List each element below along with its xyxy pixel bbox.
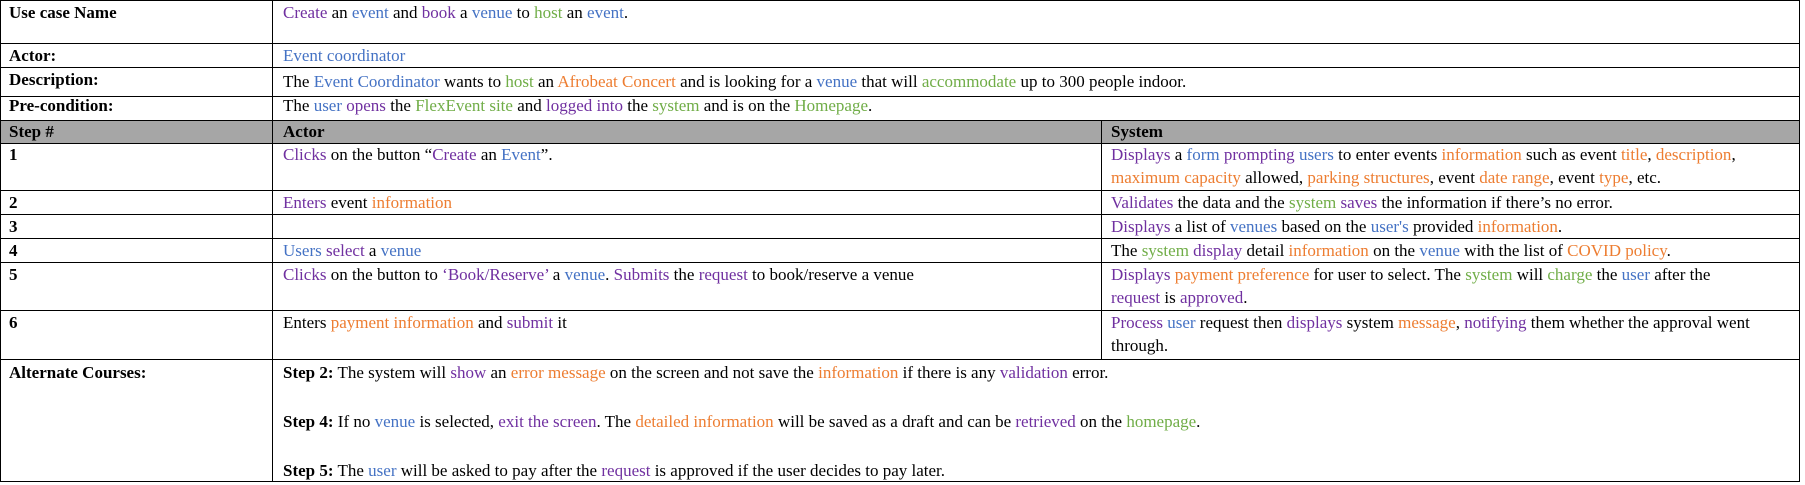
text-run: event	[587, 3, 624, 22]
step-number: 6	[9, 313, 18, 332]
actor-value	[283, 44, 405, 67]
text-run: exit the screen	[498, 412, 597, 431]
text-run: system	[1288, 193, 1337, 212]
step-system-text	[1111, 166, 1661, 189]
rule	[272, 0, 273, 482]
text-run: venue	[380, 241, 422, 260]
text-run: a	[364, 241, 381, 260]
text-run: and is on the	[699, 96, 795, 115]
text-run: allowed,	[1240, 168, 1308, 187]
text-run: to	[512, 3, 535, 22]
text-run: parking structures	[1307, 168, 1430, 187]
text-run: wants to	[439, 72, 506, 91]
text-run: the data and the	[1173, 193, 1289, 212]
text-run: user	[1621, 265, 1650, 284]
step-number: 3	[9, 217, 18, 236]
step-system-text	[1111, 334, 1168, 357]
text-run: a	[455, 3, 472, 22]
text-run: up to 300 people indoor.	[1016, 72, 1187, 91]
text-run: Create	[283, 3, 328, 22]
text-run: display	[1193, 241, 1243, 260]
text-run: on the button “	[326, 145, 433, 164]
use-case-name-value	[283, 1, 628, 24]
text-run: error message	[510, 363, 606, 382]
rule	[0, 43, 1800, 44]
text-run: , event	[1549, 168, 1600, 187]
text-run: venue	[1419, 241, 1460, 260]
text-run: with the list of	[1459, 241, 1568, 260]
text-run: it	[553, 313, 567, 332]
text-run: based on the	[1277, 217, 1371, 236]
text-run: , event	[1429, 168, 1480, 187]
text-run: ,	[1455, 313, 1465, 332]
system-column-header: System	[1111, 122, 1163, 141]
text-run: an	[486, 363, 511, 382]
actor-label: Actor:	[9, 46, 57, 65]
text-run: such as event	[1521, 145, 1621, 164]
text-run: .	[1243, 288, 1248, 307]
text-run: on the	[1075, 412, 1127, 431]
rule	[1101, 120, 1102, 360]
text-run: request	[1111, 288, 1161, 307]
text-run: The	[1111, 241, 1142, 260]
text-run: venue	[374, 412, 416, 431]
text-run: the	[385, 96, 416, 115]
text-run: for user to select. The	[1309, 265, 1466, 284]
text-run: is	[1160, 288, 1180, 307]
alternate-courses-label: Alternate Courses:	[9, 363, 147, 382]
text-run: the	[1592, 265, 1622, 284]
text-run: Step 5:	[283, 461, 334, 480]
text-run: an	[562, 3, 588, 22]
text-run: after the	[1650, 265, 1711, 284]
rule	[0, 67, 1800, 68]
text-run: .	[1666, 241, 1671, 260]
text-run: is approved if the user decides to pay later.	[650, 461, 946, 480]
text-run: information	[1288, 241, 1369, 260]
text-run: information	[1441, 145, 1522, 164]
text-run: form	[1186, 145, 1220, 164]
step-actor-text	[283, 191, 452, 214]
text-run: an	[533, 72, 558, 91]
text-run: information	[1477, 217, 1558, 236]
text-run: through.	[1111, 336, 1169, 355]
step-actor-text	[283, 143, 553, 166]
alternate-course-text	[283, 361, 1108, 384]
text-run: Clicks	[283, 265, 327, 284]
step-system-text	[1111, 263, 1710, 286]
step-number: 5	[9, 265, 18, 284]
text-run: detail	[1242, 241, 1289, 260]
text-run: Event	[501, 145, 541, 164]
text-run: user	[313, 96, 343, 115]
text-run: saves	[1340, 193, 1378, 212]
text-run: maximum capacity	[1111, 168, 1241, 187]
text-run: venue	[816, 72, 858, 91]
text-run: venues	[1230, 217, 1278, 236]
text-run: The system will	[333, 363, 451, 382]
text-run: request then	[1195, 313, 1287, 332]
text-run: user's	[1370, 217, 1409, 236]
description-label: Description:	[9, 70, 99, 89]
step-system-text	[1111, 286, 1247, 309]
rule	[1799, 0, 1800, 482]
text-run: Create	[432, 145, 477, 164]
text-run: Step 2:	[283, 363, 334, 382]
text-run: will be saved as a draft and can be	[773, 412, 1016, 431]
text-run: validation	[999, 363, 1068, 382]
text-run: . The	[596, 412, 636, 431]
text-run: system	[1141, 241, 1189, 260]
text-run: and	[388, 3, 422, 22]
text-run: venue	[471, 3, 513, 22]
text-run: will be asked to pay after the	[396, 461, 602, 480]
text-run: on the button to	[326, 265, 443, 284]
text-run: The	[333, 461, 369, 480]
step-system-text	[1111, 215, 1562, 238]
text-run: an	[476, 145, 502, 164]
text-run: book	[421, 3, 456, 22]
description-value	[283, 70, 1186, 93]
text-run: provided	[1408, 217, 1478, 236]
text-run: error.	[1067, 363, 1109, 382]
text-run: .	[623, 3, 629, 22]
text-run: to book/reserve a venue	[747, 265, 914, 284]
text-run: The	[283, 72, 314, 91]
text-run: prompting	[1223, 145, 1295, 164]
text-run: payment preference	[1174, 265, 1310, 284]
rule	[0, 0, 1, 482]
text-run: Enters	[283, 193, 327, 212]
step-number: 1	[9, 145, 18, 164]
text-run: Step 4:	[283, 412, 334, 431]
text-run: venue	[564, 265, 606, 284]
step-system-text	[1111, 143, 1736, 166]
text-run: description	[1655, 145, 1732, 164]
text-run: show	[450, 363, 487, 382]
text-run: charge	[1547, 265, 1593, 284]
text-run: host	[534, 3, 563, 22]
text-run: The	[283, 96, 314, 115]
text-run: request	[601, 461, 651, 480]
text-run: to enter events	[1333, 145, 1442, 164]
text-run: them whether the approval went	[1526, 313, 1750, 332]
text-run: , etc.	[1628, 168, 1662, 187]
text-run: information	[371, 193, 453, 212]
text-run: accommodate	[921, 72, 1017, 91]
text-run: Homepage	[794, 96, 869, 115]
text-run: a	[1170, 145, 1187, 164]
text-run: Displays	[1111, 145, 1171, 164]
text-run: user	[368, 461, 397, 480]
step-actor-text	[283, 311, 567, 334]
step-number-header: Step #	[9, 122, 54, 141]
text-run: message	[1398, 313, 1456, 332]
rule	[0, 359, 1800, 360]
text-run: system	[1465, 265, 1513, 284]
use-case-name-label: Use case Name	[9, 3, 117, 22]
precondition-label: Pre-condition:	[9, 96, 114, 115]
text-run: Displays	[1111, 265, 1171, 284]
text-run: on the	[1368, 241, 1420, 260]
text-run: detailed information	[635, 412, 774, 431]
text-run: and	[512, 96, 546, 115]
step-system-text	[1111, 311, 1750, 334]
alternate-course-text	[283, 410, 1200, 433]
text-run: and is looking for a	[675, 72, 817, 91]
text-run: date range	[1479, 168, 1550, 187]
text-run: ”.	[540, 145, 553, 164]
text-run: Submits	[613, 265, 670, 284]
text-run: opens	[346, 96, 386, 115]
actor-column-header: Actor	[283, 122, 325, 141]
text-run: COVID policy	[1567, 241, 1667, 260]
step-number: 2	[9, 193, 18, 212]
steps-header-band	[0, 121, 1800, 143]
step-actor-text	[283, 239, 421, 262]
text-run: if there is any	[898, 363, 1000, 382]
text-run: title	[1620, 145, 1648, 164]
text-run: homepage	[1126, 412, 1197, 431]
text-run: Displays	[1111, 217, 1171, 236]
text-run: request	[698, 265, 748, 284]
text-run: system	[652, 96, 700, 115]
step-number: 4	[9, 241, 18, 260]
rule	[0, 0, 1800, 1]
text-run: a list of	[1170, 217, 1230, 236]
text-run: select	[325, 241, 365, 260]
text-run: submit	[506, 313, 554, 332]
text-run: system	[1342, 313, 1399, 332]
rule	[0, 120, 1800, 121]
text-run: Afrobeat Concert	[557, 72, 676, 91]
text-run: user	[1167, 313, 1196, 332]
text-run: is selected,	[415, 412, 499, 431]
alternate-course-text	[283, 459, 945, 482]
text-run: the	[622, 96, 653, 115]
rule	[0, 96, 1800, 97]
text-run: event	[326, 193, 372, 212]
text-run: information	[818, 363, 899, 382]
text-run: ‘Book/Reserve’	[442, 265, 549, 284]
text-run: displays	[1286, 313, 1343, 332]
text-run: .	[1557, 217, 1563, 236]
text-run: retrieved	[1015, 412, 1076, 431]
text-run: will	[1512, 265, 1548, 284]
text-run: Users	[283, 241, 322, 260]
text-run: payment information	[330, 313, 474, 332]
text-run: that will	[857, 72, 922, 91]
step-actor-text	[283, 263, 914, 286]
text-run: Enters	[283, 313, 331, 332]
step-system-text	[1111, 191, 1613, 214]
text-run: Validates	[1111, 193, 1174, 212]
text-run: and	[473, 313, 507, 332]
text-run: ,	[1647, 145, 1656, 164]
text-run: host	[505, 72, 534, 91]
text-run: the	[669, 265, 699, 284]
text-run: ,	[1731, 145, 1736, 164]
text-run: Clicks	[283, 145, 327, 164]
text-run: event	[351, 3, 389, 22]
text-run: FlexEvent site	[415, 96, 513, 115]
text-run: users	[1298, 145, 1334, 164]
text-run: approved	[1179, 288, 1244, 307]
step-system-text	[1111, 239, 1671, 262]
text-run: on the screen and not save the	[605, 363, 819, 382]
text-run: type	[1599, 168, 1629, 187]
text-run: Process	[1111, 313, 1163, 332]
text-run: an	[327, 3, 352, 22]
text-run: logged into	[546, 96, 623, 115]
text-run: .	[868, 96, 873, 115]
text-run: a	[548, 265, 565, 284]
text-run: Event coordinator	[283, 46, 406, 65]
text-run: .	[605, 265, 614, 284]
text-run: If no	[333, 412, 375, 431]
text-run: the information if there’s no error.	[1377, 193, 1613, 212]
text-run: .	[1196, 412, 1201, 431]
text-run: Event Coordinator	[313, 72, 440, 91]
text-run: notifying	[1464, 313, 1527, 332]
precondition-value	[283, 94, 872, 117]
